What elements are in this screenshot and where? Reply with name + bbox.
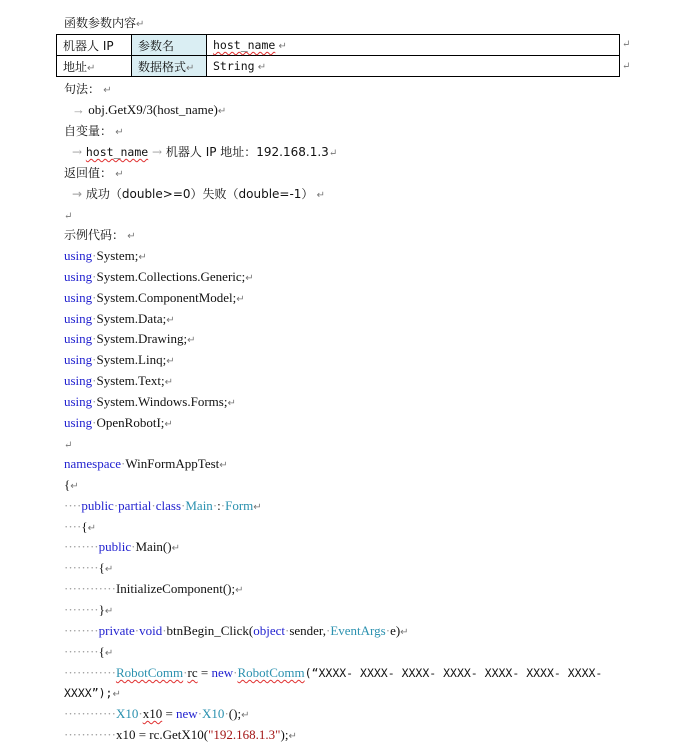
return-label: 返回值： ↵: [64, 166, 124, 180]
table-cell: 数据格式↵: [132, 56, 207, 77]
empty-paragraph: ↵: [64, 440, 73, 451]
table-row: [57, 56, 620, 77]
code-x10-assign: ············x10 = rc.GetX10("192.168.1.3");↵: [64, 727, 297, 742]
return-desc: → 成功（double>=0）失败（double=-1） ↵: [72, 187, 325, 201]
args-line: → host_name → 机器人 IP 地址：192.168.1.3↵: [72, 145, 338, 159]
code-brace: ········}↵: [64, 602, 114, 617]
table-cell: host_name ↵: [207, 35, 620, 56]
code-using: using·System.Collections.Generic;↵: [64, 269, 254, 284]
parameter-table: [56, 34, 620, 77]
code-robotcomm-line: ············RobotComm·rc = new·RobotComm(“XXXX- XXXX- XXXX- XXXX- XXXX- XXXX- XXXX-: [64, 665, 603, 680]
code-using: using·System.Linq;↵: [64, 352, 175, 367]
args-label: 自变量： ↵: [64, 124, 124, 138]
table-cell: String ↵: [207, 56, 620, 77]
code-using: using·System.Windows.Forms;↵: [64, 394, 236, 409]
code-class-decl: ····public·partial·class·Main·:·Form↵: [64, 498, 262, 513]
empty-paragraph: ↵: [64, 211, 73, 222]
code-brace: ········{↵: [64, 560, 114, 575]
syntax-code: → obj.GetX9/3(host_name)↵: [72, 102, 227, 117]
row-end-mark: ↵: [622, 61, 631, 72]
syntax-label: 句法： ↵: [64, 82, 112, 96]
code-x10-decl: ············X10·x10 = new·X10·();↵: [64, 706, 250, 721]
row-end-mark: ↵: [622, 39, 631, 50]
code-init-call: ············InitializeComponent();↵: [64, 581, 244, 596]
code-robotcomm-line-cont: XXXX”);↵: [64, 686, 121, 700]
code-using: using·System.Data;↵: [64, 311, 175, 326]
code-using: using·System;↵: [64, 248, 147, 263]
code-using: using·System.Text;↵: [64, 373, 173, 388]
code-brace: ····{↵: [64, 519, 96, 534]
code-using: using·System.Drawing;↵: [64, 331, 196, 346]
code-namespace: namespace·WinFormAppTest↵: [64, 456, 228, 471]
table-cell: 参数名: [132, 35, 207, 56]
code-brace: ········{↵: [64, 644, 114, 659]
section-heading: 函数参数内容↵: [64, 16, 145, 30]
code-ctor: ········public·Main()↵: [64, 539, 180, 554]
table-cell: 地址↵: [57, 56, 132, 77]
example-label: 示例代码： ↵: [64, 228, 136, 242]
code-method-decl: ········private·void·btnBegin_Click(object·sender,·EventArgs·e)↵: [64, 623, 409, 638]
code-brace: {↵: [64, 477, 79, 492]
code-using: using·OpenRobotI;↵: [64, 415, 173, 430]
table-row: [57, 35, 620, 56]
code-using: using·System.ComponentModel;↵: [64, 290, 245, 305]
table-cell: 机器人 IP: [57, 35, 132, 56]
